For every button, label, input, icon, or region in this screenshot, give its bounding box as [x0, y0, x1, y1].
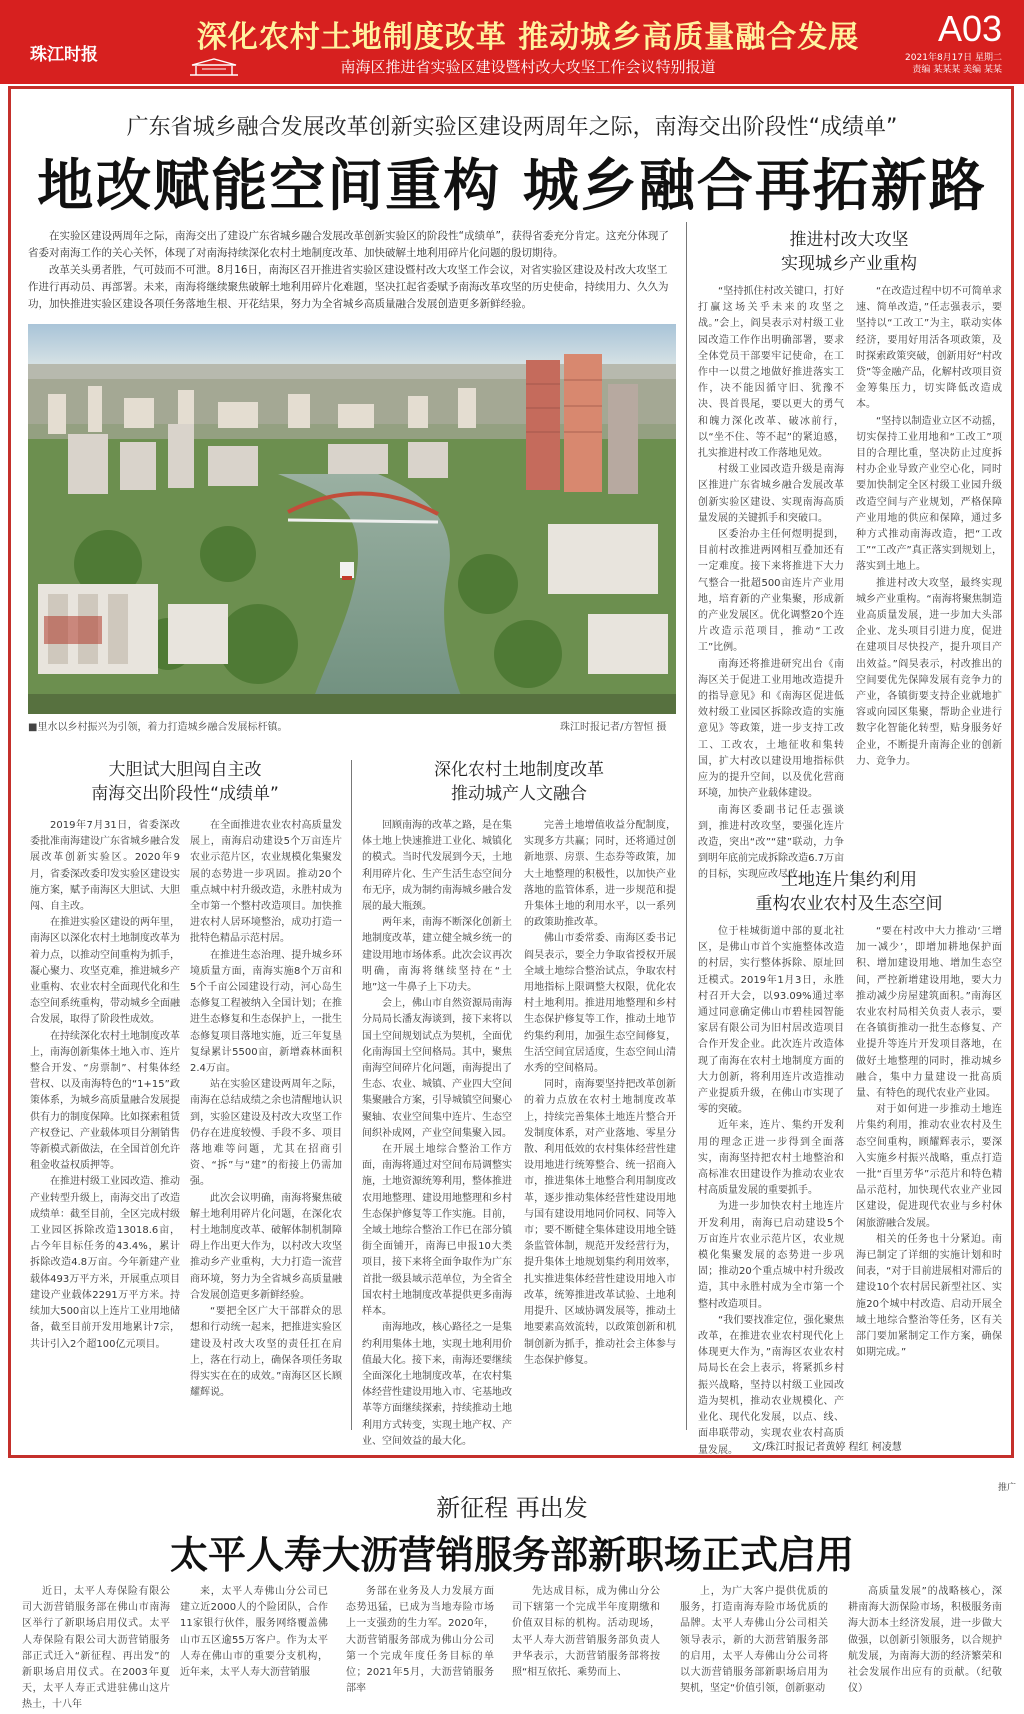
body-paragraph: 近日，太平人寿保险有限公司大沥营销服务部在佛山市南海区举行了新职场启用仪式。太平人寿保险有限公司大沥营销服务部正式迁入“新征程、再出发”的新职场启用仪式。在2003年夏天，太平人寿正式进驻佛山这片热土，十八年 [22, 1586, 170, 1711]
body-paragraph: “坚持抓住村改关键口，打好打赢这场关乎未来的攻坚之战。”会上，阎昊表示对村级工业园改造工作作出明确部署，要求全体党员干部要牢记使命，在工作中一以贯之地做好推进落实工作，决不能因循守旧、犹豫不决、畏首畏尾，要以更大的勇气和魄力深化改革、破冰前行，以“坐不住、等不起”的紧迫感，扎实推进村改工作落地见效。 [698, 286, 844, 460]
editor-credit: 责编 某某某 美编 某某 [912, 65, 1002, 75]
column-divider [351, 760, 352, 1430]
article-column [30, 818, 180, 1430]
body-paragraph: 同时，南海要坚持把改革创新的着力点放在农村土地制度改革上，持续完善集体土地连片整合开发制度体系，对产业落地、零星分散、利用低效的农村集体经营性建设用地进行统筹整合、统一招商入市，推进集体土地整合利用制度改革，逐步推动集体经营性建设用地与国有建设用地同价同权、同等入市；要不断健全集体建设用地全链条监管体制，规范开发经营行为，提升集体土地规划集约利用效率，扎实推进集体经营性建设用地入市改革，统筹推进改革试验、土地利用提升、区域协调发展等，推动土地要素高效流转，以政策创新和机制创新为抓手，推动社会主体参与生态保护修复。 [524, 1079, 676, 1366]
section-title-line: 重构农业农村及生态空间 [755, 894, 943, 914]
body-paragraph: “我们要找准定位，强化聚焦改革，在推进农业农村现代化上体现更大作为，”南海区农业农村局局长在会上表示，将紧抓乡村振兴战略，坚持以村级工业园改造为契机，推动农业规模化、产业化、现代化发展，以点、线、面串联带动，实现农业农村高质量发展。 [698, 1314, 844, 1456]
body-paragraph: 2019年7月31日，省委深改委批准南海建设广东省城乡融合发展改革创新实验区。2020年9月，省委深改委印发实验区建设实施方案，赋予南海区大胆试、大胆闯、自主改。 [30, 820, 180, 913]
body-paragraph: “坚持以制造业立区不动摇，切实保持工业用地和“工改工”项目的合理比重，坚决防止过度拆村办企业导致产业空心化，同时要加快制定全区村级工业园升级改造空间与产业规划，严格保障产业用地的供应和保障，通过多种方式推动南海改造，把“工改工”“工改产”真正落实到规划上，落实到土地上。 [856, 415, 1002, 573]
article-column [524, 818, 676, 1430]
body-paragraph: 来，太平人寿佛山分公司已建立近2000人的个险团队，合作11家银行伙伴，服务网络覆盖佛山市五区逾55万客户。作为太平人寿在佛山市的重要分支机构，近年来，太平人寿大沥营销服 [180, 1586, 328, 1679]
body-paragraph: 在推进实验区建设的两年里，南海区以深化农村土地制度改革为着力点，以推动空间重构为抓手，凝心聚力、攻坚克难，推进城乡产业重构、农业农村全面现代化和生态空间系统重构，带动城乡全面融合发展，取得了阶段性成效。 [30, 917, 180, 1026]
body-paragraph: 高质量发展”的战略核心，深耕南海大沥保险市场，积极服务南海大沥本土经济发展，进一步做大做强，以创新引领服务，以合规护航发展，为南海大沥的经济繁荣和社会发展作出应有的贡献。（纪敬仪） [848, 1586, 1002, 1695]
column-divider [686, 222, 687, 1430]
section-title-line: 深化农村土地制度改革 [434, 760, 604, 780]
article-column [856, 284, 1002, 814]
body-paragraph: 为进一步加快农村土地连片开发利用，南海已启动建设5个万亩连片农业示范片区，农业规模化集聚发展的态势进一步巩固；推动20个重点城中村升级改造，其中永胜村成为全市第一个整村改造项目。 [698, 1201, 844, 1310]
body-paragraph: 对于如何进一步推动土地连片集约利用，推动农业农村及生态空间重构，顾耀辉表示，要深入实施乡村振兴战略，重点打造一批“百里芳华”示范片和特色精品示范村，加快现代农业产业园区建设，促进现代农业与乡村休闲旅游融合发展。 [856, 1104, 1002, 1229]
article-column [190, 818, 342, 1430]
section-title-village-reform [696, 228, 1002, 276]
issue-date [905, 52, 1002, 76]
body-paragraph: 在全面推进农业农村高质量发展上，南海启动建设5个万亩连片农业示范片区，农业规模化集聚发展的态势进一步巩固。推动20个重点城中村升级改造，永胜村成为全市第一个整村改造项目。加快推进农村人居环境整治，成功打造一批特色精品示范村居。 [190, 820, 342, 945]
article-column [362, 818, 512, 1447]
body-paragraph: 完善土地增值收益分配制度，实现多方共赢；同时，还将通过创新地票、房票、生态券等政策，加大土地整理的积极性，以加快产业落地的监管体系，进一步规范和提升集体土地的利用水平，以一系列的政策助推改革。 [524, 820, 676, 929]
photo-credit: 珠江时报记者/方智恒 摄 [560, 722, 667, 733]
lead-paragraphs [28, 228, 676, 313]
body-paragraph: 村级工业园改造升级是南海区推进广东省城乡融合发展改革创新实验区建设、实现南海高质量发展的关键抓手和突破口。 [698, 464, 844, 524]
section-title-land-reform [360, 758, 678, 806]
ad-tag: 推广 [998, 1483, 1017, 1493]
aerial-town-photo [28, 324, 676, 714]
body-paragraph: 相关的任务也十分紧迫。南海已制定了详细的实施计划和时间表，“对于目前进展相对滞后的建设10个农村居民新型社区、实施20个城中村改造、启动开展全域土地综合整治等任务，区有关部门要加紧制定工作方案，确保如期完成。” [856, 1233, 1002, 1359]
page-banner-title: 深化农村土地制度改革 推动城乡高质量融合发展 [196, 20, 860, 55]
section-title-achievements [30, 758, 340, 806]
body-paragraph: 此次会议明确，南海将聚焦破解土地利用碎片化问题，在深化农村土地制度改革、破解体制机制障碍上作出更大作为，以村改大攻坚推动乡产业重构，大力打造一流营商环境，努力为全省城乡高质量融合发展创造更多新鲜经验。 [190, 1192, 342, 1301]
advertorial-column [346, 1584, 494, 1695]
body-paragraph: 南海区委副书记任志强谈到，推进村改攻坚，要强化连片改造，突出“改”“建”联动，力争到明年底前完成拆除改造6.7万亩的目标，实现应改尽改。 [698, 804, 844, 881]
body-paragraph: “要在村改中大力推动‘三增加一减少’，即增加耕地保护面积、增加建设用地、增加生态空间，严控新增建设用地，要大力推动减少房屋建筑面积。”南海区农业农村局相关负责人表示，要在各镇街推动一批生态修复、产业提升等连片开发项目落地，在做好土地整理的同时，推动城乡融合，集中力量建设一批高质量、有特色的现代农业产业园。 [856, 926, 1002, 1100]
body-paragraph: 站在实验区建设两周年之际，南海在总结成绩之余也清醒地认识到，实验区建设及村改大攻坚工作仍存在进度较慢、手段不多、项目落地难等问题，尤其在招商引资、“拆”与“建”的衔接上仍需加强。 [190, 1079, 342, 1188]
article-headline: 地改赋能空间重构 城乡融合再拓新路 [37, 154, 987, 219]
body-paragraph: 在持续深化农村土地制度改革上，南海创新集体土地入市、连片整合开发、“房票制”、村集体经营权、以及南海特色的“1+15”政策体系，为城乡高质量融合发展提供有力的制度保障。比如探索租赁产权登记、产业载体项目分割销售等新模式新做法，在全国首创允许租金收益权质押等。 [30, 1030, 180, 1172]
page-banner-subtitle: 南海区推进省实验区建设暨村改大攻坚工作会议特别报道 [340, 58, 716, 76]
lead-paragraph: 改革关头勇者胜，气可鼓而不可泄。8月16日，南海区召开推进省实验区建设暨村改大攻坚工作会议，对省实验区建设及村改大攻坚工作进行再动员、再部署。未来，南海将继续聚焦破解土地利用碎片化难题，坚决扛起省委赋予南海改革攻坚的历史使命，持续用力、久久为功，加快推进实验区建设各项任务落地生根、开花结果，努力为全省城乡高质量融合发展创造更多新鲜经验。 [28, 264, 669, 310]
photo-illustration [28, 324, 676, 714]
body-paragraph: 推进村改大攻坚，最终实现城乡产业重构。“南海将聚焦制造业高质量发展，进一步加大头部企业、龙头项目引进力度，促进在建项目尽快投产，提升项目产出效益。”阎昊表示，村改推出的空间要优先保障发展有竞争力的产业，各镇街要支持企业就地扩容或向园区集聚，帮助企业进行数字化智能化转型，贴身服务好企业，不断提升南海企业的创新力、竞争力。 [856, 577, 1002, 767]
section-title-line: 推动城产人文融合 [451, 784, 587, 804]
section-title-line: 实现城乡产业重构 [781, 254, 917, 274]
advertorial-column [22, 1584, 170, 1711]
page-number: A03 [937, 8, 1002, 49]
article-kicker: 广东省城乡融合发展改革创新实验区建设两周年之际，南海交出阶段性“成绩单” [126, 115, 898, 140]
body-paragraph: 先达成目标，成为佛山分公司下辖第一个完成半年度期缴和价值双目标的机构。活动现场，太平人寿大沥营销服务部负责人尹华表示，大沥营销服务部将按照“相互依托、乘势而上、 [512, 1586, 660, 1679]
lead-paragraph: 在实验区建设两周年之际，南海交出了建设广东省城乡融合发展改革创新实验区的阶段性“成绩单”，获得省委充分肯定。这充分体现了省委对南海工作的关心关怀，体现了对南海持续深化农村土地制度改革、加快破解土地利用碎片化问题的殷切期待。 [28, 230, 669, 259]
body-paragraph: 南海地改，核心路径之一是集约利用集体土地，实现土地利用价值最大化。接下来，南海还要继续全面深化土地制度改革，在农村集体经营性建设用地入市、宅基地改革等方面继续探索，持续推动土地利用方式转变，实现土地产权、产业、空间效益的最大化。 [362, 1322, 512, 1447]
body-paragraph: 两年来，南海不断深化创新土地制度改革，建立健全城乡统一的建设用地市场体系。此次会议再次明确，南海将继续坚持在“土地”这一牛鼻子上下功夫。 [362, 917, 512, 994]
section-title-line: 土地连片集约利用 [781, 870, 917, 890]
body-paragraph: 在开展土地综合整治工作方面，南海将通过对空间布局调整实施，土地资源统筹利用，整体推进农用地整理、建设用地整理和乡村生态保护修复等工作实施。目前，全域土地综合整治工作已在部分镇街全面铺开，南海已申报10大类项目，接下来将全面争取作为广东首批一级县域示范单位，为全省全国农村土地制度改革提供更多南海样本。 [362, 1144, 512, 1318]
body-paragraph: 上，为广大客户提供优质的服务，打造南海寿险市场优质的品牌。太平人寿佛山分公司相关领导表示，新的大沥营销服务部的启用，太平人寿佛山分公司将以大沥营销服务部新职场启用为契机，坚定“价值引领，创新驱动 [680, 1586, 828, 1695]
body-paragraph: 位于桂城街道中部的夏北社区，是佛山市首个实施整体改造的村居，实行整体拆除、原址回迁模式。2019年1月3日，永胜村召开大会，以93.09%通过率通过同意确定佛山市碧桂园智能家居有限公司为旧村居改造项目合作开发企业。此次连片改造体现了南海在农村土地制度方面的大力创新，将利用连片改造推动产业提质升级，在佛山市实现了零的突破。 [698, 926, 844, 1116]
article-column [856, 924, 1002, 1430]
body-paragraph: 近年来，连片、集约开发利用的理念正进一步得到全面落实，南海坚持把农村土地整治和高标准农田建设作为推动农业农村高质量发展的重要抓手。 [698, 1120, 844, 1197]
advertorial-kicker: 新征程 再出发 [436, 1494, 588, 1522]
advertorial-column [180, 1584, 328, 1681]
advertorial-headline: 太平人寿大沥营销服务部新职场正式启用 [169, 1533, 854, 1577]
advertorial-column [512, 1584, 660, 1681]
body-paragraph: 南海还将推进研究出台《南海区关于促进工业用地改造提升的指导意见》和《南海区促进低效村级工业园区拆除改造的实施意见》等政策，进一步支持工改工、工改农，土地征收和集转国，扩大村改以建设用地指标供应为的提升空间，以及优化营商环境，加快产业载体建设。 [698, 658, 844, 800]
newspaper-logo: 珠江时报 [30, 45, 98, 65]
body-paragraph: 在推进生态治理、提升城乡环境质量方面，南海实施8个万亩和5个千亩公园建设行动，河心岛生态修复工程被纳入全国计划；在推进生态修复和生态保护上，一批生态修复项目落地实施，近三年复垦复绿累计5500亩，新增森林面积2.4万亩。 [190, 949, 342, 1075]
body-paragraph: “在改造过程中切不可简单求速、简单改造，”任志强表示，要坚持以“工改工”为主，联动实体经济，要用好用活各项政策，及时探索政策突破，创新用好“村改贷”等金融产品，化解村改项目资金筹集压力，切实降低改造成本。 [856, 286, 1002, 411]
article-column [698, 284, 844, 881]
advertorial-column [680, 1584, 828, 1695]
body-paragraph: 佛山市委常委、南海区委书记阎昊表示，要全力争取省授权开展全域土地综合整治试点，争取农村用地指标上限调整大权限，优化农村土地利用。推进用地整理和乡村生态保护修复等工作，推动土地节约集约利用，加强生态空间修复，生活空间宜居适度，生态空间山清水秀的空间格局。 [524, 933, 676, 1075]
masthead-band [0, 0, 1024, 84]
section-title-line: 大胆试大胆闯自主改 [108, 760, 262, 780]
advertorial-column [848, 1584, 1002, 1695]
section-title-line: 南海交出阶段性“成绩单” [91, 784, 279, 804]
body-paragraph: “要把全区广大干部群众的思想和行动统一起来，把推进实验区建设及村改大攻坚的责任扛在肩上，落在行动上，确保各项任务取得实实在在的成效。”南海区区长顾耀辉说。 [190, 1306, 342, 1399]
body-paragraph: 在推进村级工业园改造、推动产业转型升级上，南海交出了改造成绩单：截至目前，全区完成村级工业园区拆除改造13018.6亩，占今年目标任务的43.4%，累计拆除改造4.8万亩。今年新建产业载体493万平方米，开展重点项目建设产业载体2291万平方米。持续加大500亩以上连片工业用地储备，截至目前开发用地累计7宗，共计引入2个超100亿元项目。 [30, 1176, 180, 1350]
photo-caption: ■里水以乡村振兴为引领，着力打造城乡融合发展标杆镇。 [28, 722, 288, 733]
body-paragraph: 会上，佛山市自然资源局南海分局局长潘友海谈到，接下来将以国土空间规划试点为契机，全面优化南海国土空间格局。其中，聚焦南海空间碎片化问题，南海提出了生态、农业、城镇、产业四大空间集聚融合方案，引导城镇空间聚心聚轴、农业空间集中连片、生态空间织补成网，产业空间集聚入园。 [362, 998, 512, 1139]
section-title-line: 推进村改大攻坚 [789, 230, 909, 250]
body-paragraph: 回顾南海的改革之路，是在集体土地上快速推进工业化、城镇化的模式。当时代发展到今天，土地利用碎片化、生产生活生态空间分布无序，成为制约南海城乡融合发展的最大瓶颈。 [362, 820, 512, 913]
article-byline: 文/珠江时报记者黄婷 程红 柯凌慧 [752, 1442, 902, 1453]
section-title-land-use [696, 868, 1002, 916]
body-paragraph: 区委治办主任何煜明提到，目前村改推进两网相互叠加还有一定难度。接下来将推进下大力气整合一批超500亩连片产业用地，培育新的产业集聚，形成新的产业发展区。优化调整20个连片改造示范项目，推动“工改工”比例。 [698, 529, 844, 654]
date-text: 2021年8月17日 星期二 [905, 53, 1002, 63]
body-paragraph: 务部在业务及人力发展方面态势迅猛，已成为当地寿险市场上一支强劲的生力军。2020年，大沥营销服务部成为佛山分公司第一个完成年度任务目标的单位；2021年5月，大沥营销服务部率 [346, 1586, 494, 1695]
